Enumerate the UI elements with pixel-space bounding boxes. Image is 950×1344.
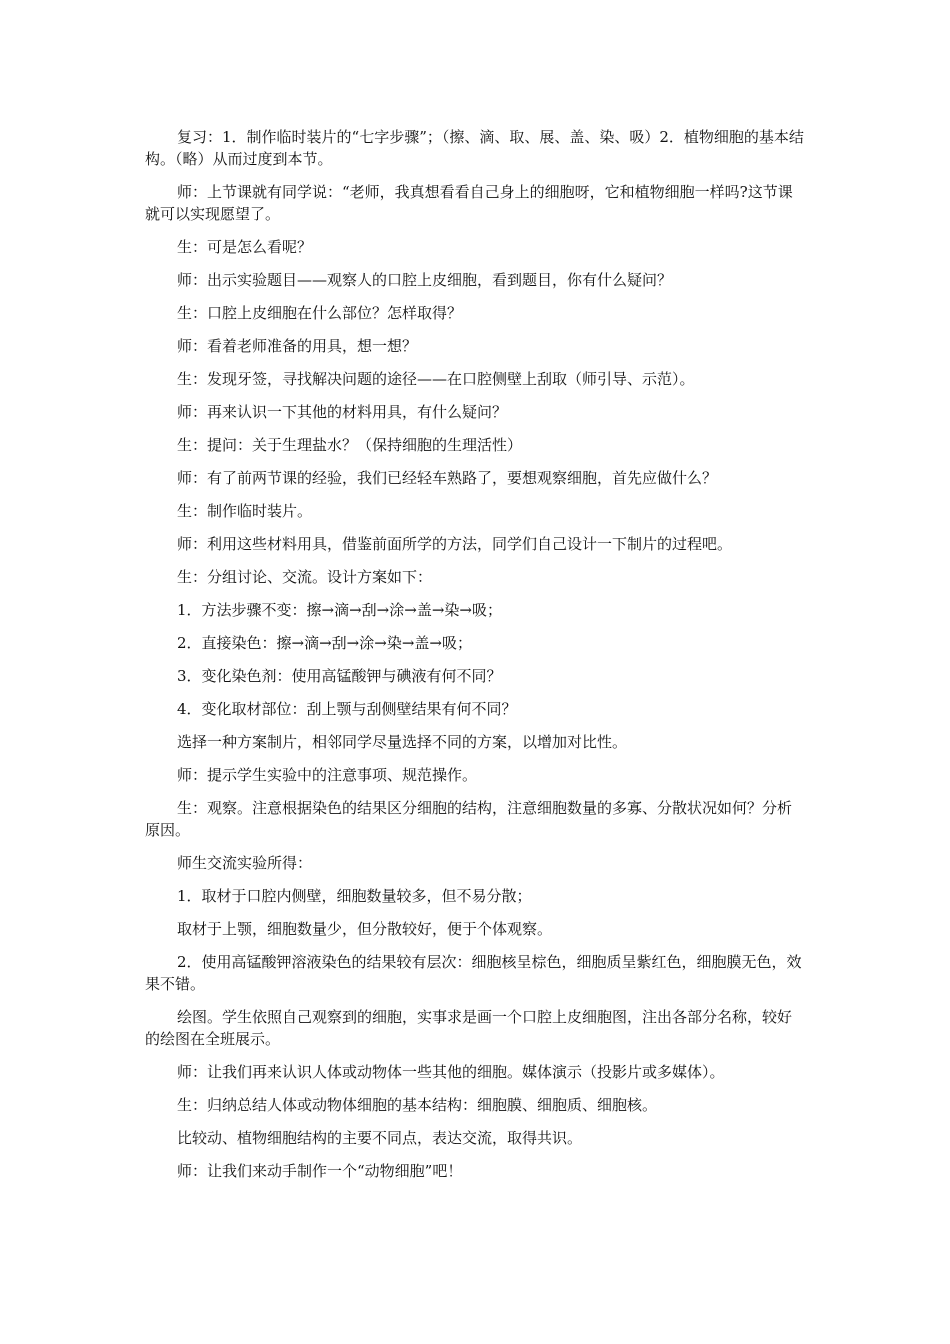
paragraph: 师：利用这些材料用具，借鉴前面所学的方法，同学们自己设计一下制片的过程吧。 (177, 535, 733, 553)
paragraph: 师生交流实验所得： (177, 854, 313, 872)
paragraph: 绘图。学生依照自己观察到的细胞，实事求是画一个口腔上皮细胞图，注出各部分名称，较好的绘图在全班展示。 (145, 1008, 793, 1048)
list-item-plan-4: 4．变化取材部位：刮上颚与刮侧壁结果有何不同？ (177, 700, 517, 718)
paragraph: 生：口腔上皮细胞在什么部位？怎样取得？ (177, 304, 463, 322)
paragraph: 生：提问：关于生理盐水？（保持细胞的生理活性） (177, 436, 523, 454)
list-item-plan-2: 2．直接染色：擦→滴→刮→涂→染→盖→吸； (177, 634, 472, 652)
list-item-plan-1: 1．方法步骤不变：擦→滴→刮→涂→盖→染→吸； (177, 601, 502, 619)
paragraph: 生：分组讨论、交流。设计方案如下： (177, 568, 433, 586)
paragraph: 师：出示实验题目——观察人的口腔上皮细胞，看到题目，你有什么疑问？ (177, 271, 673, 289)
paragraph: 师：让我们再来认识人体或动物体一些其他的细胞。媒体演示（投影片或多媒体）。 (177, 1063, 725, 1081)
list-item-result-2: 2．使用高锰酸钾溶液染色的结果较有层次：细胞核呈棕色，细胞质呈紫红色，细胞膜无色，效果不错。 (145, 953, 802, 993)
paragraph-teacher-intro: 师：上节课就有同学说：“老师，我真想看看自己身上的细胞呀，它和植物细胞一样吗?这节课就可以实现愿望了。 (145, 183, 793, 223)
paragraph-closing: 师：让我们来动手制作一个“动物细胞”吧！ (177, 1162, 463, 1180)
list-item-result-1: 1．取材于口腔内侧壁，细胞数量较多，但不易分散； (177, 887, 532, 905)
list-item-plan-3: 3．变化染色剂：使用高锰酸钾与碘液有何不同？ (177, 667, 502, 685)
document-body (145, 126, 805, 1193)
paragraph: 生：制作临时装片。 (177, 502, 313, 520)
paragraph: 生：发现牙签，寻找解决问题的途径——在口腔侧壁上刮取（师引导、示范）。 (177, 370, 695, 388)
paragraph: 生：可是怎么看呢？ (177, 238, 313, 256)
paragraph: 师：提示学生实验中的注意事项、规范操作。 (177, 766, 478, 784)
paragraph: 师：有了前两节课的经验，我们已经轻车熟路了，要想观察细胞，首先应做什么？ (177, 469, 718, 487)
paragraph: 生：归纳总结人体或动物体细胞的基本结构：细胞膜、细胞质、细胞核。 (177, 1096, 658, 1114)
paragraph: 师：再来认识一下其他的材料用具，有什么疑问？ (177, 403, 508, 421)
paragraph: 生：观察。注意根据染色的结果区分细胞的结构，注意细胞数量的多寡、分散状况如何？分析原因。 (145, 799, 793, 839)
paragraph: 师：看着老师准备的用具，想一想？ (177, 337, 418, 355)
paragraph-review: 复习：1．制作临时装片的“七字步骤”；（擦、滴、取、展、盖、染、吸）2．植物细胞的基本结构。（略）从而过度到本节。 (145, 128, 804, 168)
paragraph: 选择一种方案制片，相邻同学尽量选择不同的方案，以增加对比性。 (177, 733, 628, 751)
paragraph: 取材于上颚，细胞数量少，但分散较好，便于个体观察。 (177, 920, 553, 938)
paragraph: 比较动、植物细胞结构的主要不同点，表达交流，取得共识。 (177, 1129, 583, 1147)
